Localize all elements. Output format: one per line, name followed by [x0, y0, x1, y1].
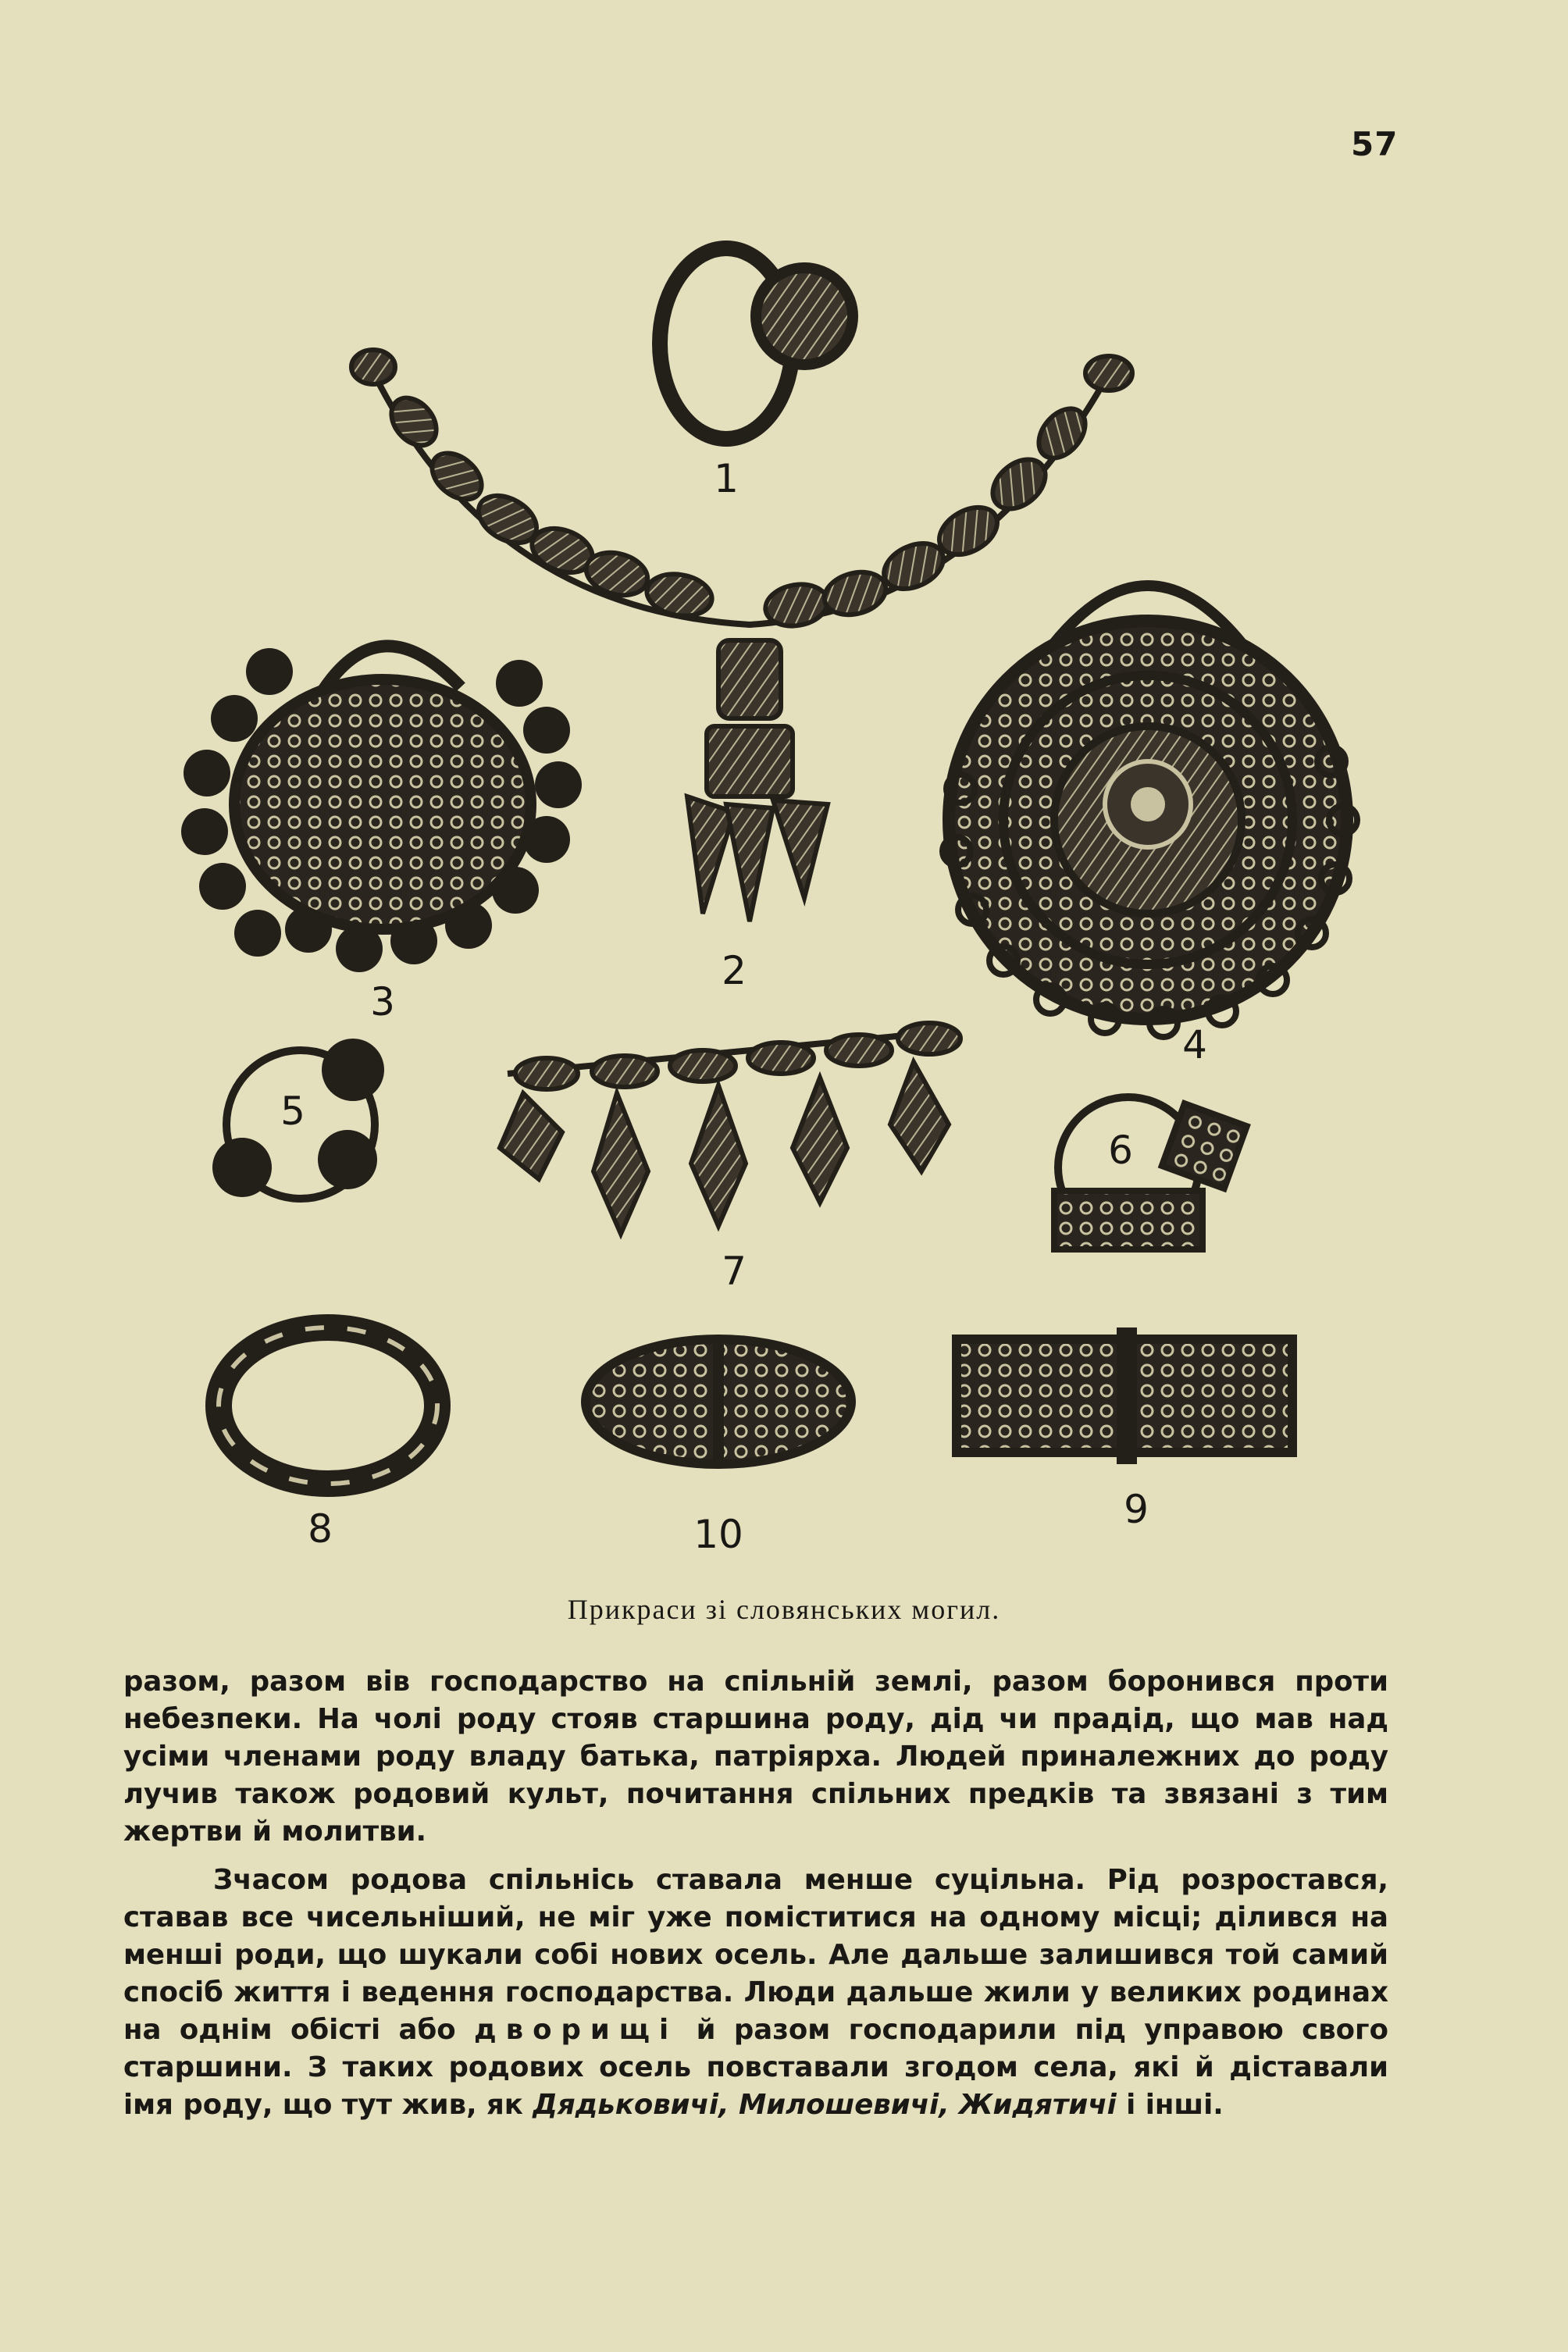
round-filigree-pendant-figure: [943, 586, 1357, 1067]
lunula-pendant-figure: [181, 646, 582, 1025]
oval-filigree-bead-figure: [586, 1339, 851, 1557]
body-text: [123, 1663, 1388, 2124]
figure-label-5: 5: [280, 1089, 305, 1134]
temple-ring-beads-figure: [212, 1039, 384, 1199]
figure-label-1: 1: [714, 456, 739, 501]
figure-caption: Прикраси зі словянських могил.: [567, 1594, 1001, 1625]
figure-label-4: 4: [1182, 1022, 1207, 1067]
paragraph-2-spaced-word: дворищі: [474, 2014, 679, 2046]
paragraph-2-part-a: Зчасом родова спільнісь ставала менше суцільна. Рід розростався, ставав все чисельніший, не міг уже поміститися на одному місці; ділився на менші роди, що шукали собі нових осель. Але дальше залишився той самий спосіб життя і ведення господарства. Люди дальше жили у великих родинах на однім обісті або: [123, 1864, 1388, 2046]
figure-label-7: 7: [722, 1249, 747, 1294]
paragraph-1: разом, разом вів господарство на спільній землі, разом боронився проти небезпеки. На чолі роду стояв старшина роду, дід чи прадід, що мав над усіми членами роду владу батька, патріярха. Людей приналежних до роду лучив також родовий культ, почитання спільних предків та звязані з тим жертви й молитви.: [123, 1666, 1388, 1848]
page-number: 57: [1351, 125, 1399, 163]
finger-ring-figure: [660, 248, 853, 501]
figure-label-8: 8: [308, 1506, 333, 1552]
figure-label-2: 2: [722, 948, 747, 993]
paragraph-2: [123, 1862, 1388, 2124]
figure-label-6: 6: [1108, 1128, 1133, 1173]
temple-ring-openwork-figure: [1054, 1097, 1247, 1249]
figure-label-3: 3: [370, 979, 395, 1025]
figure-label-10: 10: [693, 1512, 743, 1557]
twisted-ring-figure: [219, 1327, 437, 1552]
belt-plaque-figure: [957, 1327, 1292, 1532]
fleur-pendant-necklace-figure: [500, 1023, 960, 1294]
figure-label-9: 9: [1124, 1487, 1149, 1532]
paragraph-2-part-c: і інші.: [1116, 2089, 1224, 2121]
paragraph-2-part-b: й разом господарили під управою свого старшини. З таких родових осель повставали згодом села, які й діставали імя роду, що тут жив, як: [123, 2014, 1388, 2121]
paragraph-2-place-names: Дядьковичі, Милошевичі, Жидятичі: [533, 2089, 1117, 2121]
